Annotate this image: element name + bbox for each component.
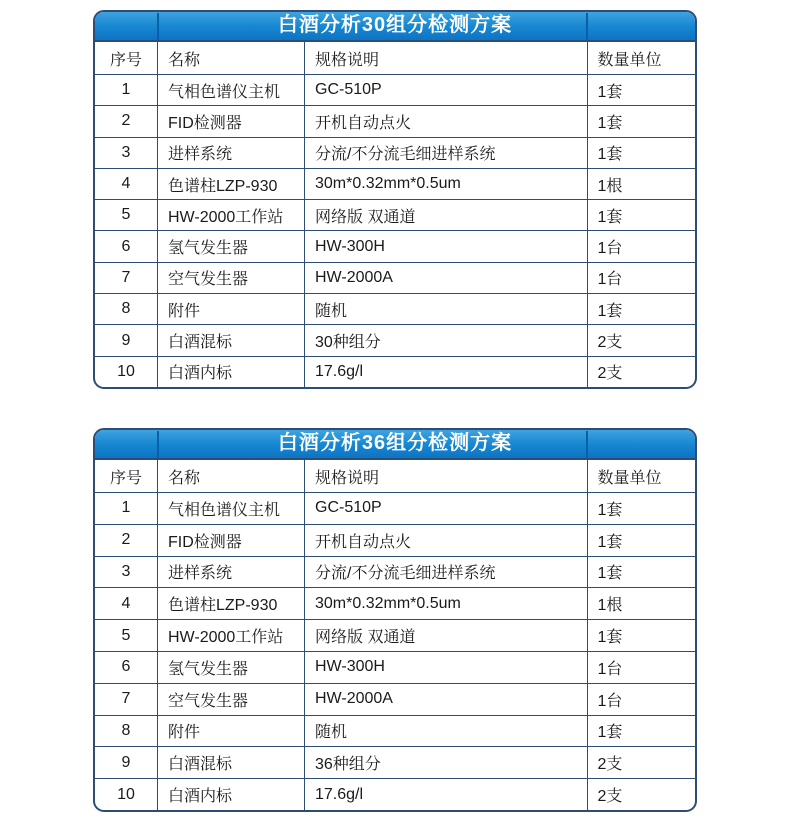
header-cell-index: 序号 (95, 42, 158, 74)
cell-name: 氢气发生器 (158, 651, 305, 683)
cell-index: 4 (95, 587, 158, 619)
header-cell-name: 名称 (158, 460, 305, 492)
cell-index: 1 (95, 492, 158, 524)
cell-qty: 1根 (588, 168, 696, 199)
cell-qty: 1套 (588, 137, 696, 168)
cell-name: 空气发生器 (158, 683, 305, 715)
cell-name: 气相色谱仪主机 (158, 74, 305, 105)
cell-qty: 1套 (588, 524, 696, 556)
cell-qty: 2支 (588, 746, 696, 778)
cell-spec: 分流/不分流毛细进样系统 (305, 137, 588, 168)
cell-qty: 2支 (588, 324, 696, 355)
table-title-bar (93, 10, 697, 42)
cell-index: 4 (95, 168, 158, 199)
cell-spec: GC-510P (305, 74, 588, 105)
cell-spec: 30m*0.32mm*0.5um (305, 168, 588, 199)
cell-index: 5 (95, 199, 158, 230)
cell-name: FID检测器 (158, 524, 305, 556)
cell-qty: 2支 (588, 778, 696, 810)
cell-spec: 网络版 双通道 (305, 619, 588, 651)
cell-qty: 1台 (588, 262, 696, 293)
cell-qty: 2支 (588, 356, 696, 387)
title-bar-divider (157, 431, 159, 458)
table-body (95, 492, 695, 810)
table-title-bar (93, 428, 697, 460)
title-bar-divider (157, 13, 159, 40)
cell-qty: 1套 (588, 105, 696, 136)
table-header-row (95, 42, 695, 74)
cell-name: 进样系统 (158, 137, 305, 168)
cell-name: 附件 (158, 715, 305, 747)
cell-qty: 1台 (588, 683, 696, 715)
cell-qty: 1台 (588, 230, 696, 261)
cell-index: 5 (95, 619, 158, 651)
cell-index: 6 (95, 651, 158, 683)
cell-spec: GC-510P (305, 492, 588, 524)
spec-table-30-components (93, 10, 697, 389)
cell-qty: 1套 (588, 293, 696, 324)
cell-name: 进样系统 (158, 556, 305, 588)
cell-index: 9 (95, 746, 158, 778)
cell-index: 10 (95, 778, 158, 810)
spec-table-36-components (93, 428, 697, 812)
header-cell-qty: 数量单位 (597, 469, 662, 487)
cell-index: 6 (95, 230, 158, 261)
cell-qty: 1套 (588, 492, 696, 524)
cell-spec: 随机 (305, 715, 588, 747)
cell-name: 空气发生器 (158, 262, 305, 293)
cell-index: 8 (95, 293, 158, 324)
cell-spec: 开机自动点火 (305, 524, 588, 556)
cell-spec: 17.6g/l (305, 356, 588, 387)
cell-spec: 网络版 双通道 (305, 199, 588, 230)
header-cell-qty: 数量单位 (597, 51, 662, 69)
cell-index: 3 (95, 137, 158, 168)
cell-qty: 1套 (588, 619, 696, 651)
title-bar-divider (586, 431, 588, 458)
cell-spec: 随机 (305, 293, 588, 324)
header-cell-spec: 规格说明 (305, 460, 588, 492)
cell-index: 1 (95, 74, 158, 105)
cell-spec: 开机自动点火 (305, 105, 588, 136)
table-title: 白酒分析30组分检测方案 (277, 14, 513, 36)
cell-name: 白酒内标 (158, 356, 305, 387)
cell-qty: 1套 (588, 715, 696, 747)
header-cell-index: 序号 (95, 460, 158, 492)
cell-name: 白酒内标 (158, 778, 305, 810)
cell-qty: 1根 (588, 587, 696, 619)
cell-index: 3 (95, 556, 158, 588)
cell-name: 色谱柱LZP-930 (158, 587, 305, 619)
cell-qty: 1套 (588, 556, 696, 588)
cell-qty: 1台 (588, 651, 696, 683)
header-cell-name: 名称 (158, 42, 305, 74)
table-header-row (95, 460, 695, 492)
cell-spec: 30m*0.32mm*0.5um (305, 587, 588, 619)
cell-name: 白酒混标 (158, 324, 305, 355)
cell-index: 10 (95, 356, 158, 387)
cell-spec: 17.6g/l (305, 778, 588, 810)
cell-name: 白酒混标 (158, 746, 305, 778)
cell-name: 色谱柱LZP-930 (158, 168, 305, 199)
cell-index: 7 (95, 262, 158, 293)
title-bar-divider (586, 13, 588, 40)
cell-name: FID检测器 (158, 105, 305, 136)
cell-spec: 30种组分 (305, 324, 588, 355)
cell-index: 8 (95, 715, 158, 747)
cell-spec: HW-2000A (305, 262, 588, 293)
cell-spec: 分流/不分流毛细进样系统 (305, 556, 588, 588)
cell-name: HW-2000工作站 (158, 199, 305, 230)
header-cell-spec: 规格说明 (305, 42, 588, 74)
cell-spec: 36种组分 (305, 746, 588, 778)
cell-name: HW-2000工作站 (158, 619, 305, 651)
table-title: 白酒分析36组分检测方案 (277, 432, 513, 454)
cell-qty: 1套 (588, 199, 696, 230)
cell-index: 9 (95, 324, 158, 355)
cell-spec: HW-2000A (305, 683, 588, 715)
cell-name: 附件 (158, 293, 305, 324)
cell-name: 气相色谱仪主机 (158, 492, 305, 524)
cell-qty: 1套 (588, 74, 696, 105)
cell-index: 2 (95, 105, 158, 136)
table-body (95, 74, 695, 387)
cell-spec: HW-300H (305, 230, 588, 261)
cell-spec: HW-300H (305, 651, 588, 683)
cell-index: 2 (95, 524, 158, 556)
cell-index: 7 (95, 683, 158, 715)
cell-name: 氢气发生器 (158, 230, 305, 261)
